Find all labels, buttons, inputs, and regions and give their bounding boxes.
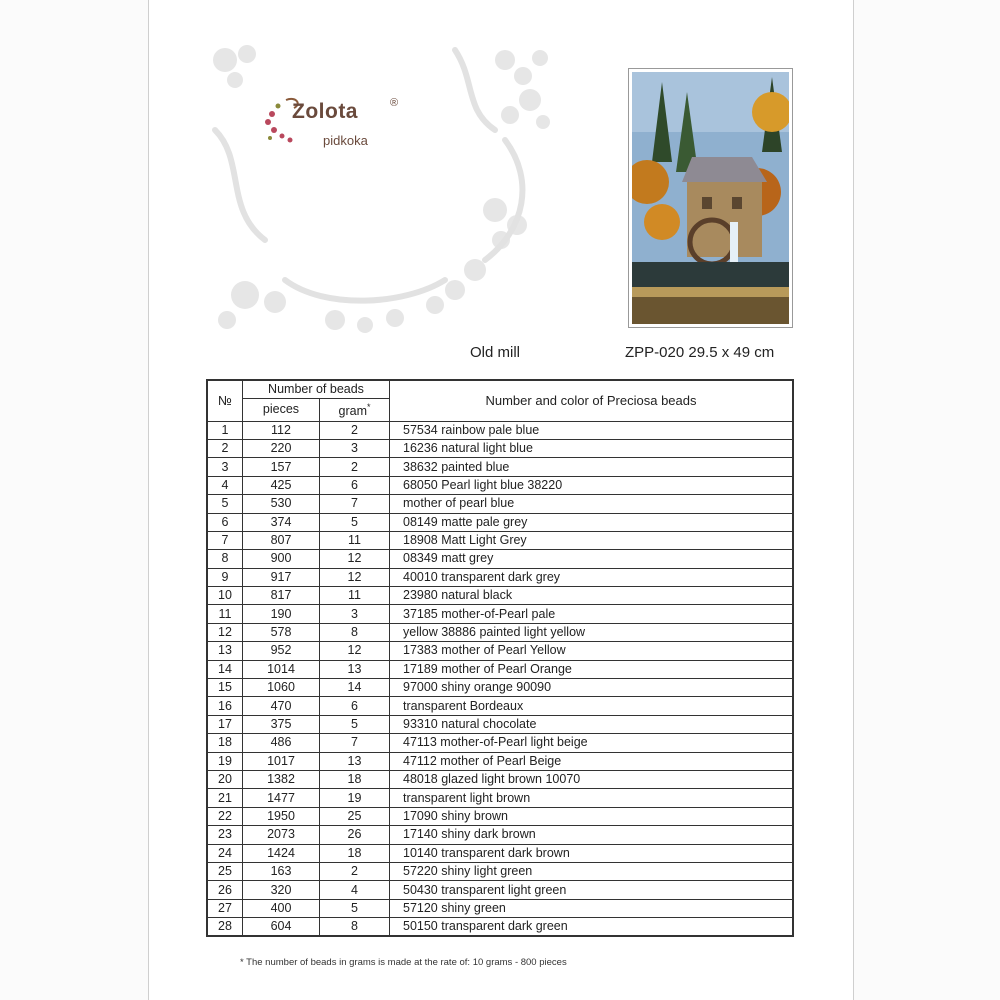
row-pieces: 1014 [243, 660, 320, 678]
row-number: 15 [207, 679, 243, 697]
row-pieces: 486 [243, 734, 320, 752]
row-description: 23980 natural black [390, 587, 794, 605]
table-row [207, 826, 793, 844]
header-description: Number and color of Preciosa beads [390, 380, 794, 421]
row-description: 57120 shiny green [390, 899, 794, 917]
row-gram: 11 [320, 531, 390, 549]
row-number: 18 [207, 734, 243, 752]
table-header-row [207, 380, 793, 399]
row-gram: 18 [320, 770, 390, 788]
row-number: 20 [207, 770, 243, 788]
row-description: 17189 mother of Pearl Orange [390, 660, 794, 678]
row-number: 7 [207, 531, 243, 549]
row-pieces: 1950 [243, 807, 320, 825]
row-number: 6 [207, 513, 243, 531]
row-description: 57220 shiny light green [390, 862, 794, 880]
row-number: 17 [207, 715, 243, 733]
row-gram: 8 [320, 623, 390, 641]
row-pieces: 425 [243, 476, 320, 494]
row-gram: 12 [320, 568, 390, 586]
row-description: 10140 transparent dark brown [390, 844, 794, 862]
brand-logo-subtitle: pidkoka [323, 133, 368, 148]
row-gram: 19 [320, 789, 390, 807]
table-row [207, 679, 793, 697]
table-row [207, 550, 793, 568]
row-description: 16236 natural light blue [390, 439, 794, 457]
row-pieces: 190 [243, 605, 320, 623]
row-number: 24 [207, 844, 243, 862]
row-description: 47112 mother of Pearl Beige [390, 752, 794, 770]
row-gram: 6 [320, 476, 390, 494]
row-gram: 4 [320, 881, 390, 899]
row-gram: 2 [320, 421, 390, 439]
table-row [207, 495, 793, 513]
row-number: 8 [207, 550, 243, 568]
row-pieces: 320 [243, 881, 320, 899]
row-pieces: 374 [243, 513, 320, 531]
table-row [207, 697, 793, 715]
row-gram: 25 [320, 807, 390, 825]
row-number: 12 [207, 623, 243, 641]
footnote: * The number of beads in grams is made at the rate of: 10 grams - 800 pieces [240, 957, 567, 968]
row-description: 47113 mother-of-Pearl light beige [390, 734, 794, 752]
row-gram: 6 [320, 697, 390, 715]
table-row [207, 623, 793, 641]
row-gram: 2 [320, 458, 390, 476]
row-number: 9 [207, 568, 243, 586]
row-description: yellow 38886 painted light yellow [390, 623, 794, 641]
row-pieces: 400 [243, 899, 320, 917]
header-gram [320, 399, 390, 421]
product-preview-image [628, 68, 793, 328]
row-gram: 12 [320, 550, 390, 568]
row-number: 13 [207, 642, 243, 660]
table-row [207, 439, 793, 457]
table-row [207, 642, 793, 660]
header-number-of-beads: Number of beads [243, 380, 390, 399]
row-description: 50150 transparent dark green [390, 918, 794, 937]
row-description: 68050 Pearl light blue 38220 [390, 476, 794, 494]
row-pieces: 900 [243, 550, 320, 568]
row-pieces: 604 [243, 918, 320, 937]
row-number: 19 [207, 752, 243, 770]
row-description: 17090 shiny brown [390, 807, 794, 825]
table-row [207, 568, 793, 586]
row-pieces: 578 [243, 623, 320, 641]
row-number: 10 [207, 587, 243, 605]
row-number: 2 [207, 439, 243, 457]
row-pieces: 1424 [243, 844, 320, 862]
row-description: 40010 transparent dark grey [390, 568, 794, 586]
row-number: 27 [207, 899, 243, 917]
table-row [207, 918, 793, 937]
row-gram: 13 [320, 660, 390, 678]
table-row [207, 660, 793, 678]
row-number: 4 [207, 476, 243, 494]
table-row [207, 715, 793, 733]
row-pieces: 817 [243, 587, 320, 605]
brand-logo-name: Zolota [292, 100, 358, 123]
header-number: № [207, 380, 243, 421]
row-description: 08349 matt grey [390, 550, 794, 568]
row-gram: 7 [320, 495, 390, 513]
row-description: 08149 matte pale grey [390, 513, 794, 531]
old-mill-picture [632, 72, 789, 324]
row-pieces: 2073 [243, 826, 320, 844]
row-gram: 5 [320, 513, 390, 531]
row-gram: 26 [320, 826, 390, 844]
table-row [207, 881, 793, 899]
row-number: 11 [207, 605, 243, 623]
row-pieces: 112 [243, 421, 320, 439]
table-row [207, 844, 793, 862]
registered-mark: ® [390, 97, 399, 109]
row-pieces: 1477 [243, 789, 320, 807]
row-pieces: 220 [243, 439, 320, 457]
row-number: 26 [207, 881, 243, 899]
row-pieces: 952 [243, 642, 320, 660]
row-pieces: 917 [243, 568, 320, 586]
row-pieces: 807 [243, 531, 320, 549]
row-gram: 2 [320, 862, 390, 880]
row-pieces: 1382 [243, 770, 320, 788]
row-description: mother of pearl blue [390, 495, 794, 513]
floral-ornament [205, 40, 560, 340]
row-pieces: 1060 [243, 679, 320, 697]
row-number: 16 [207, 697, 243, 715]
row-pieces: 530 [243, 495, 320, 513]
table-row [207, 587, 793, 605]
row-pieces: 470 [243, 697, 320, 715]
row-description: 37185 mother-of-Pearl pale [390, 605, 794, 623]
pattern-code-size: ZPP-020 29.5 x 49 cm [625, 344, 775, 361]
row-number: 22 [207, 807, 243, 825]
header-gram-label: gram [338, 404, 367, 419]
row-gram: 12 [320, 642, 390, 660]
row-number: 3 [207, 458, 243, 476]
row-pieces: 1017 [243, 752, 320, 770]
table-row [207, 513, 793, 531]
footnote-mark: * [366, 402, 371, 413]
row-description: 48018 glazed light brown 10070 [390, 770, 794, 788]
row-number: 1 [207, 421, 243, 439]
beads-table [206, 379, 794, 937]
row-description: transparent Bordeaux [390, 697, 794, 715]
row-number: 5 [207, 495, 243, 513]
row-gram: 18 [320, 844, 390, 862]
row-description: 93310 natural chocolate [390, 715, 794, 733]
row-gram: 5 [320, 715, 390, 733]
row-number: 14 [207, 660, 243, 678]
row-gram: 3 [320, 439, 390, 457]
table-row [207, 770, 793, 788]
pattern-title: Old mill [470, 344, 521, 361]
row-gram: 14 [320, 679, 390, 697]
table-row [207, 752, 793, 770]
table-row [207, 734, 793, 752]
table-row [207, 421, 793, 439]
row-number: 28 [207, 918, 243, 937]
row-gram: 7 [320, 734, 390, 752]
row-pieces: 163 [243, 862, 320, 880]
row-gram: 8 [320, 918, 390, 937]
table-row [207, 476, 793, 494]
row-description: 97000 shiny orange 90090 [390, 679, 794, 697]
row-description: transparent light brown [390, 789, 794, 807]
row-description: 38632 painted blue [390, 458, 794, 476]
row-gram: 5 [320, 899, 390, 917]
row-description: 57534 rainbow pale blue [390, 421, 794, 439]
row-gram: 11 [320, 587, 390, 605]
table-row [207, 789, 793, 807]
table-row [207, 862, 793, 880]
table-row [207, 531, 793, 549]
row-description: 17383 mother of Pearl Yellow [390, 642, 794, 660]
row-number: 21 [207, 789, 243, 807]
row-number: 23 [207, 826, 243, 844]
table-row [207, 899, 793, 917]
row-description: 17140 shiny dark brown [390, 826, 794, 844]
row-gram: 3 [320, 605, 390, 623]
table-row [207, 807, 793, 825]
row-gram: 13 [320, 752, 390, 770]
row-pieces: 157 [243, 458, 320, 476]
row-number: 25 [207, 862, 243, 880]
table-row [207, 605, 793, 623]
row-description: 18908 Matt Light Grey [390, 531, 794, 549]
table-row [207, 458, 793, 476]
row-description: 50430 transparent light green [390, 881, 794, 899]
row-pieces: 375 [243, 715, 320, 733]
header-pieces: pieces [243, 399, 320, 421]
